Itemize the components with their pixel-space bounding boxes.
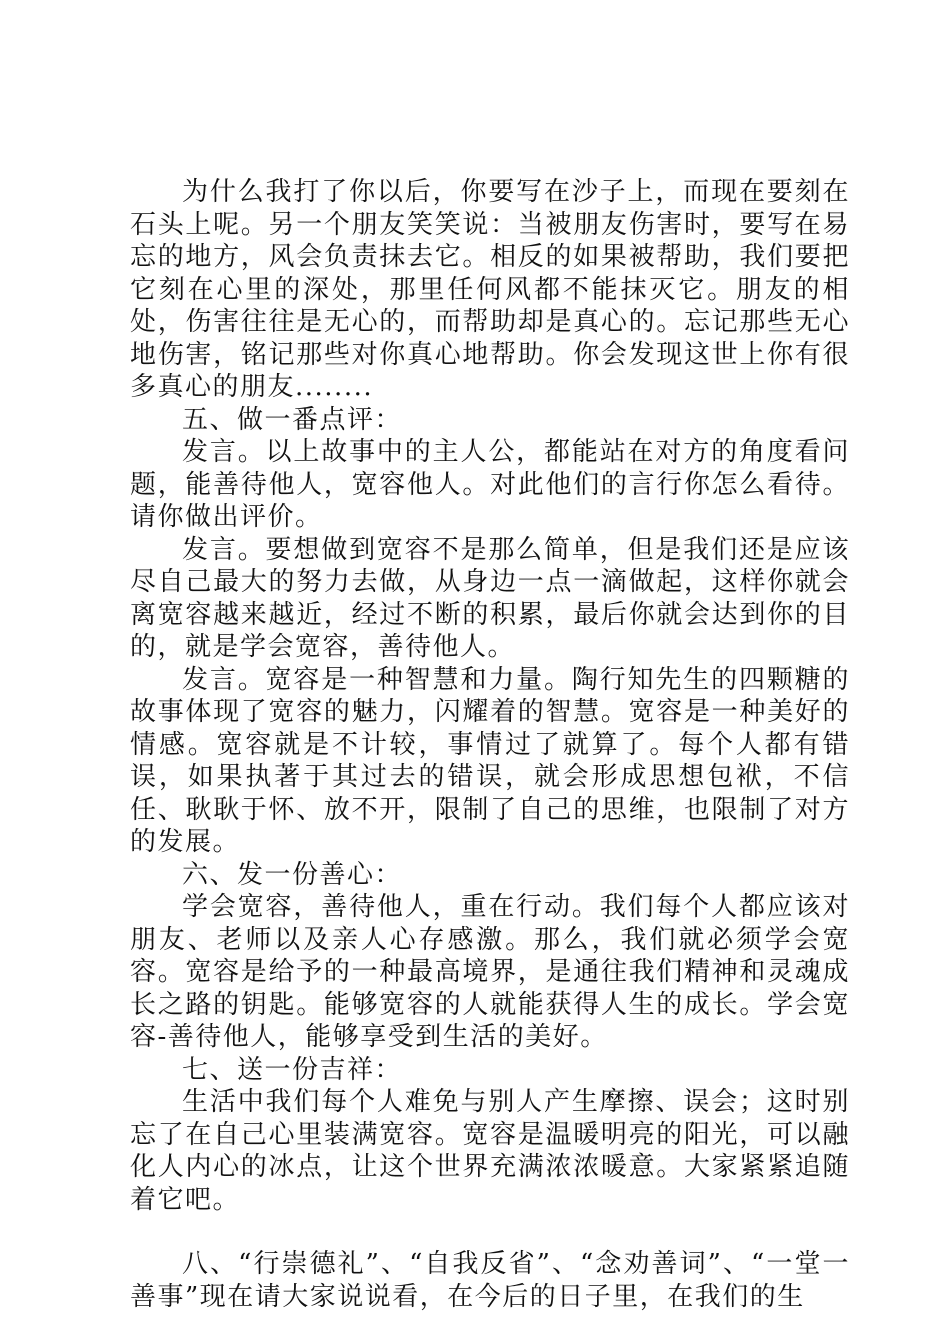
paragraph-kindness: 学会宽容，善待他人，重在行动。我们每个人都应该对朋友、老师以及亲人心存感激。那么，我们就必须学会宽容。宽容是给予的一种最高境界，是通往我们精神和灵魂成长之路的钥匙。能够宽容的人就能获得人生的成长。学会宽容-善待他人，能够享受到生活的美好。 xyxy=(130,892,850,1052)
paragraph-comment-3: 发言。宽容是一种智慧和力量。陶行知先生的四颗糖的故事体现了宽容的魅力，闪耀着的智慧。宽容是一种美好的情感。宽容就是不计较，事情过了就算了。每个人都有错误，如果执著于其过去的错误，就会形成思想包袱，不信任、耿耿于怀、放不开，限制了自己的思维，也限制了对方的发展。 xyxy=(130,664,850,857)
paragraph-comment-1: 发言。以上故事中的主人公，都能站在对方的角度看问题，能善待他人，宽容他人。对此他们的言行你怎么看待。请你做出评价。 xyxy=(130,437,850,532)
section-heading-six: 六、发一份善心： xyxy=(182,859,403,890)
paragraph-section-eight: 八、“行崇德礼”、“自我反省”、“念劝善词”、“一堂一善事”现在请大家说说看，在今后的日子里，在我们的生 xyxy=(130,1249,850,1312)
paragraph-spacer xyxy=(130,1216,850,1248)
paragraph-comment-2: 发言。要想做到宽容不是那么简单，但是我们还是应该尽自己最大的努力去做，从身边一点一滴做起，这样你就会离宽容越来越近，经过不断的积累，最后你就会达到你的目的，就是学会宽容，善待他人。 xyxy=(130,534,850,662)
paragraph-blessing: 生活中我们每个人难免与别人产生摩擦、误会；这时别忘了在自己心里装满宽容。宽容是温暖明亮的阳光，可以融化人内心的冰点，让这个世界充满浓浓暖意。大家紧紧追随着它吧。 xyxy=(130,1087,850,1215)
section-heading-five: 五、做一番点评： xyxy=(182,404,403,435)
paragraph-friendship-story: 为什么我打了你以后，你要写在沙子上，而现在要刻在石头上呢。另一个朋友笑笑说：当被朋友伤害时，要写在易忘的地方，风会负责抹去它。相反的如果被帮助，我们要把它刻在心里的深处，那里任何风都不能抹灭它。朋友的相处，伤害往往是无心的，而帮助却是真心的。忘记那些无心地伤害，铭记那些对你真心地帮助。你会发现这世上你有很多真心的朋友........ xyxy=(130,177,850,402)
document-body xyxy=(130,176,850,1313)
section-heading-seven: 七、送一份吉祥： xyxy=(182,1054,403,1085)
